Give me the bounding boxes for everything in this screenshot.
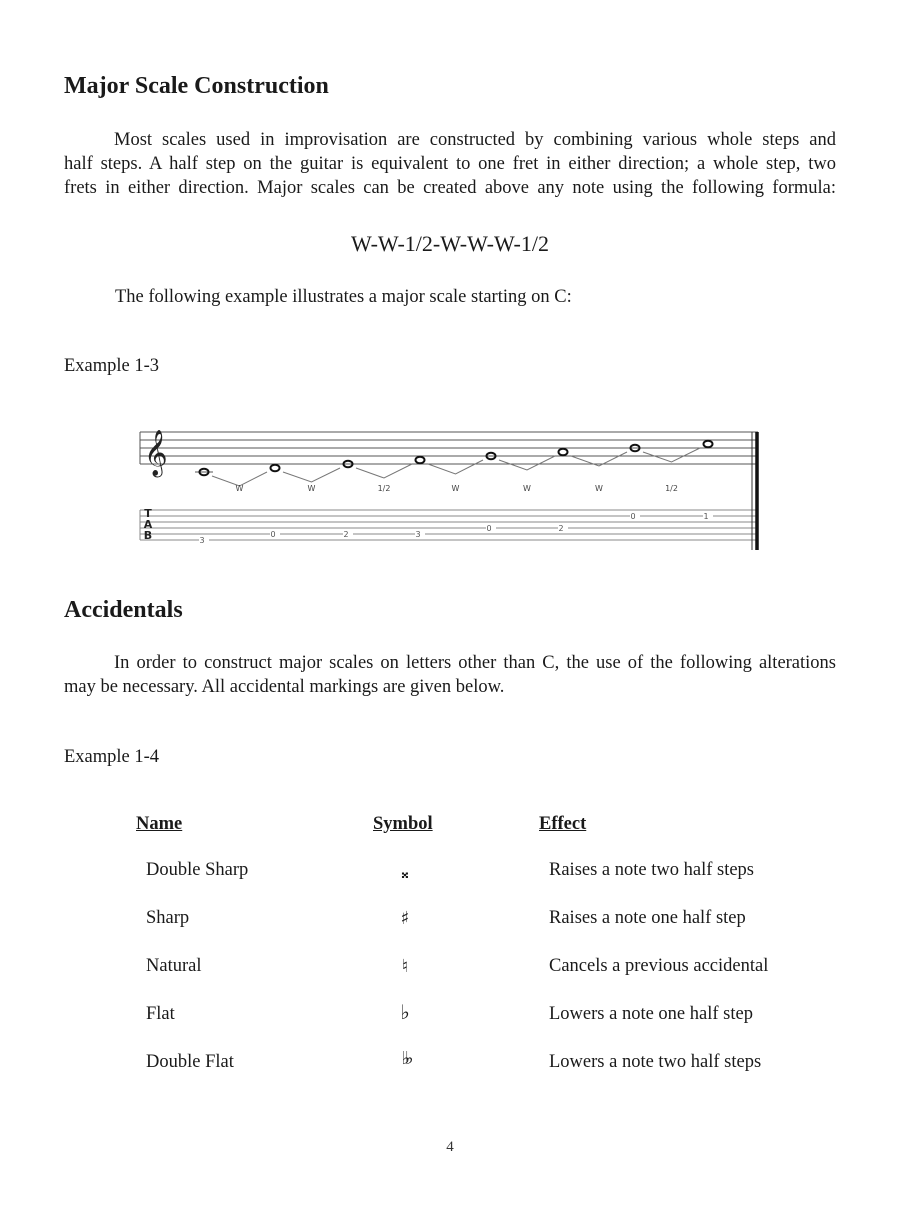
- final-barline: [752, 432, 757, 550]
- paragraph-line: frets in either direction. Major scales can be created above any note using the following formula:: [64, 178, 836, 198]
- double-sharp-icon: 𝄪: [401, 863, 409, 882]
- table-row: [0, 1048, 900, 1082]
- paragraph-example-intro: The following example illustrates a major scale starting on C:: [115, 287, 572, 307]
- accidental-name: Natural: [146, 956, 202, 976]
- accidental-effect: Raises a note two half steps: [549, 860, 754, 880]
- table-row: [0, 908, 900, 938]
- table-row: [0, 956, 900, 986]
- tab-fret-number: 3: [415, 530, 421, 539]
- accidental-effect: Lowers a note two half steps: [549, 1052, 762, 1072]
- step-label: W: [307, 484, 316, 493]
- natural-icon: ♮: [401, 956, 409, 977]
- scale-notes: [195, 441, 713, 475]
- step-connector: [428, 460, 483, 474]
- section-heading-major-scale: Major Scale Construction: [64, 73, 329, 99]
- table-row: [0, 1000, 900, 1034]
- tab-fret-number: 1: [703, 512, 709, 521]
- sharp-icon: ♯: [400, 908, 410, 929]
- section-heading-accidentals: Accidentals: [64, 597, 183, 623]
- c-major-scale-notation: [138, 422, 763, 554]
- tab-letter: B: [143, 529, 153, 542]
- column-header-name: Name: [136, 814, 183, 834]
- tab-letter: A: [143, 518, 153, 531]
- paragraph-line: Most scales used in improvisation are constructed by combining various whole steps and: [114, 130, 836, 150]
- scale-note: [271, 465, 280, 471]
- tab-fret-number: 2: [558, 524, 564, 533]
- tab-letter: T: [144, 507, 152, 520]
- step-connector: [499, 456, 555, 470]
- accidental-name: Flat: [146, 1004, 175, 1024]
- paragraph-scale-intro: [64, 128, 836, 200]
- tab-fret-number: 0: [630, 512, 636, 521]
- paragraph-line: half steps. A half step on the guitar is equivalent to one fret in either direction; a whole step, two: [64, 154, 836, 174]
- step-label: 1/2: [377, 484, 391, 493]
- scale-formula: W-W-1/2-W-W-W-1/2: [351, 231, 549, 256]
- step-label: W: [451, 484, 460, 493]
- step-zigzag: [212, 448, 700, 486]
- accidental-effect: Lowers a note one half step: [549, 1004, 753, 1024]
- tab-fret-number: 2: [343, 530, 349, 539]
- tab-letters: [144, 507, 153, 542]
- paragraph-accidentals-intro: [64, 651, 836, 699]
- paragraph-line: may be necessary. All accidental markings are given below.: [64, 677, 505, 697]
- paragraph-line: In order to construct major scales on letters other than C, the use of the following alterations: [114, 653, 836, 673]
- accidental-effect: Raises a note one half step: [549, 908, 746, 928]
- tab-fret-number: 3: [199, 536, 205, 545]
- treble-clef-icon: 𝄞: [144, 430, 168, 476]
- accidental-name: Sharp: [146, 908, 190, 928]
- tab-staff: [140, 510, 758, 540]
- step-label: 1/2: [665, 484, 678, 493]
- example-label-1-4: Example 1-4: [64, 747, 160, 767]
- step-label: W: [595, 484, 603, 493]
- flat-icon: ♭: [400, 1000, 410, 1024]
- example-label-1-3: Example 1-3: [64, 356, 160, 376]
- standard-staff: [140, 432, 758, 464]
- double-flat-icon: ♭♭: [401, 1048, 409, 1069]
- accidental-name: Double Flat: [146, 1052, 234, 1072]
- accidental-name: Double Sharp: [146, 860, 249, 880]
- scale-note: [559, 449, 568, 455]
- accidental-effect: Cancels a previous accidental: [549, 956, 769, 976]
- table-row: [0, 860, 900, 890]
- step-labels: [236, 484, 678, 493]
- tab-fret-number: 0: [486, 524, 492, 533]
- tab-fret-number: 0: [270, 530, 276, 539]
- step-label: W: [523, 484, 531, 493]
- scale-note: [704, 441, 713, 447]
- scale-note: [416, 457, 425, 463]
- step-label: W: [235, 484, 244, 493]
- step-connector: [283, 468, 340, 482]
- scale-note: [195, 469, 213, 475]
- column-header-symbol: Symbol: [373, 814, 433, 834]
- page-number: 4: [446, 1139, 454, 1155]
- step-connector: [643, 448, 700, 462]
- step-connector: [356, 464, 412, 478]
- column-header-effect: Effect: [539, 814, 587, 834]
